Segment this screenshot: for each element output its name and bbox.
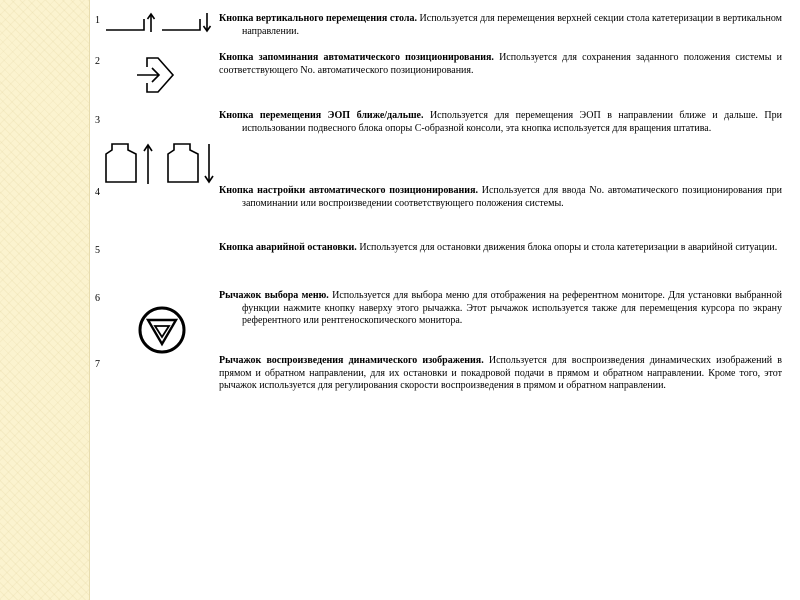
entry-text: Используется для ввода No. автоматического позиционирования при запоминании или воспроизведении соответствующего положения системы. xyxy=(242,185,782,209)
row-number: 5 xyxy=(95,245,100,256)
entry-dynamic-playback-lever xyxy=(219,355,782,393)
entry-menu-select-lever xyxy=(219,290,782,328)
entry-text: Используется для перемещения ЭОП в направлении ближе и дальше. При использовании подвесного блока опоры С-образной консоли, эта кнопка используется для вращения штатива. xyxy=(242,110,782,134)
entry-text: Используется для перемещения верхней секции стола катетеризации в вертикальном направлении. xyxy=(242,13,782,37)
entry-title: Кнопка аварийной остановки. xyxy=(219,242,357,253)
entry-text: Используется для воспроизведения динамических изображений в прямом и обратном направлении, для их остановки и покадровой подачи в прямом и обратном направлении. Кроме того, этот рычажок используется для регулирования скорости воспроизведения в прямом и обратном направлении. xyxy=(219,355,783,392)
entry-title: Кнопка вертикального перемещения стола. xyxy=(219,13,418,24)
row-number: 3 xyxy=(95,115,100,126)
ii-closer-farther-icon xyxy=(104,140,216,186)
row-number: 7 xyxy=(95,359,100,370)
row-number: 4 xyxy=(95,187,100,198)
entry-title: Кнопка перемещения ЭОП ближе/дальше. xyxy=(219,110,424,121)
row-number: 2 xyxy=(95,56,100,67)
auto-position-memory-icon xyxy=(133,54,177,98)
entry-ii-closer-farther xyxy=(219,110,782,135)
entry-text: Используется для остановки движения блока опоры и стола катетеризации в аварийной ситуации. xyxy=(356,242,778,253)
decorative-side-strip xyxy=(0,0,89,600)
entry-auto-position-setting xyxy=(219,185,782,210)
menu-select-lever-icon xyxy=(136,304,188,356)
row-number: 1 xyxy=(95,15,100,26)
entry-auto-position-memory xyxy=(219,52,782,77)
entry-title: Кнопка настройки автоматического позиционирования. xyxy=(219,185,478,196)
entry-title: Рычажок воспроизведения динамического изображения. xyxy=(219,355,484,366)
entry-text: Используется для сохранения заданного положения системы и соответствующего No. автоматического позиционирования. xyxy=(219,52,782,76)
entry-emergency-stop xyxy=(219,242,782,255)
row-number: 6 xyxy=(95,293,100,304)
table-vertical-up-down-icon xyxy=(104,10,216,36)
entry-text: Используется для выбора меню для отображения на референтном мониторе. Для установки выбранной функции нажмите кнопку наверху этого рычажка. Этот рычажок используется также для перемещения курсора по экрану референтного или рентгеноскопического монитора. xyxy=(242,290,782,327)
side-divider xyxy=(89,0,90,600)
entry-title: Кнопка запоминания автоматического позиционирования. xyxy=(219,52,494,63)
entry-title: Рычажок выбора меню. xyxy=(219,290,329,301)
entry-table-vertical xyxy=(219,13,782,38)
